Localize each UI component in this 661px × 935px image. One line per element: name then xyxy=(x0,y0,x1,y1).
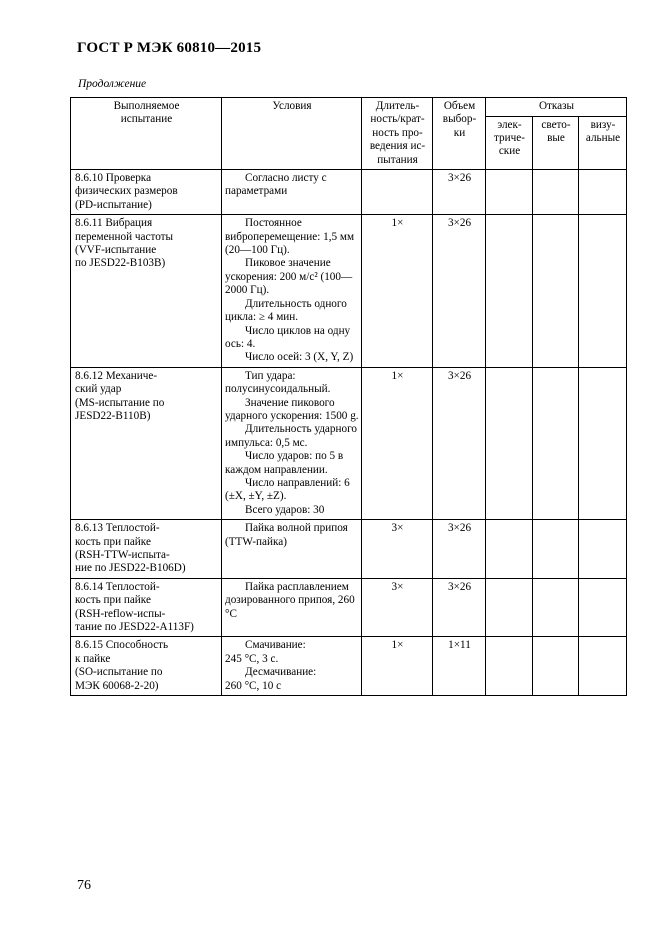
condition-line: Смачивание: xyxy=(245,639,306,652)
condition-line: Пайка волной припоя (TTW-пайка) xyxy=(225,522,348,548)
duration-cell: 3× xyxy=(362,578,433,637)
condition-line: Число направлений: 6 (±X, ±Y, ±Z). xyxy=(225,476,350,503)
table-row xyxy=(71,367,627,519)
header-duration: Длитель- ность/крат- ность про- ведения ис- пытания xyxy=(362,98,433,170)
electrical-failures-cell xyxy=(486,367,533,519)
header-sample: Объем выбор- ки xyxy=(433,98,486,170)
electrical-failures-cell xyxy=(486,215,533,367)
test-cell: 8.6.13 Теплостой- кость при пайке (RSH-TTW-испыта- ние по JESD22-B106D) xyxy=(71,520,222,579)
light-failures-cell xyxy=(533,170,579,215)
header-test: Выполняемое испытание xyxy=(71,98,222,170)
conditions-cell xyxy=(222,215,362,367)
sample-cell: 3×26 xyxy=(433,367,486,519)
condition-line: Всего ударов: 30 xyxy=(245,503,325,516)
conditions-cell xyxy=(222,170,362,215)
duration-cell: 3× xyxy=(362,520,433,579)
header-visual: визу- альные xyxy=(579,116,627,169)
light-failures-cell xyxy=(533,520,579,579)
table-row xyxy=(71,520,627,579)
test-table xyxy=(70,97,627,696)
page-number: 76 xyxy=(77,878,91,893)
visual-failures-cell xyxy=(579,170,627,215)
conditions-cell xyxy=(222,520,362,579)
condition-line: Длительность одного цикла: ≥ 4 мин. xyxy=(225,297,347,324)
electrical-failures-cell xyxy=(486,637,533,696)
test-cell: 8.6.14 Теплостой- кость при пайке (RSH-reflow-испы- тание по JESD22-A113F) xyxy=(71,578,222,637)
electrical-failures-cell xyxy=(486,170,533,215)
duration-cell xyxy=(362,170,433,215)
sample-cell: 3×26 xyxy=(433,520,486,579)
header-light: свето- вые xyxy=(533,116,579,169)
visual-failures-cell xyxy=(579,578,627,637)
sample-cell: 1×11 xyxy=(433,637,486,696)
continued-label: Продолжение xyxy=(78,78,147,90)
conditions-cell xyxy=(222,637,362,696)
sample-cell: 3×26 xyxy=(433,578,486,637)
table-row xyxy=(71,578,627,637)
duration-cell: 1× xyxy=(362,215,433,367)
light-failures-cell xyxy=(533,637,579,696)
electrical-failures-cell xyxy=(486,578,533,637)
visual-failures-cell xyxy=(579,367,627,519)
condition-line: 260 °С, 10 с xyxy=(225,679,282,692)
condition-line: Пиковое значение ускорения: 200 м/с² (100—2000 Гц). xyxy=(225,257,353,297)
sample-cell: 3×26 xyxy=(433,170,486,215)
condition-line: Пайка расплавлением дозированного припоя, 260 °С xyxy=(225,580,355,620)
document-title: ГОСТ Р МЭК 60810—2015 xyxy=(77,40,262,56)
table-row xyxy=(71,170,627,215)
electrical-failures-cell xyxy=(486,520,533,579)
condition-line: Десмачивание: xyxy=(245,666,317,679)
table-row xyxy=(71,215,627,367)
duration-cell: 1× xyxy=(362,367,433,519)
light-failures-cell xyxy=(533,578,579,637)
table-row xyxy=(71,637,627,696)
condition-line: Значение пикового ударного ускорения: 1500 g. xyxy=(225,396,359,422)
condition-line: Согласно листу с параметрами xyxy=(225,172,327,198)
sample-cell: 3×26 xyxy=(433,215,486,367)
conditions-cell xyxy=(222,367,362,519)
condition-line: Длительность ударного импульса: 0,5 мс. xyxy=(225,423,357,449)
header-failures: Отказы xyxy=(486,98,627,117)
condition-line: 245 °С, 3 с. xyxy=(225,652,279,665)
condition-line: Постоянное виброперемещение: 1,5 мм (20—100 Гц). xyxy=(225,217,355,257)
header-conditions: Условия xyxy=(222,98,362,170)
test-cell: 8.6.10 Проверка физических размеров (PD-испытание) xyxy=(71,170,222,215)
test-cell: 8.6.11 Вибрация переменной частоты (VVF-испытание по JESD22-B103B) xyxy=(71,215,222,367)
light-failures-cell xyxy=(533,215,579,367)
conditions-cell xyxy=(222,578,362,637)
header-electrical: элек- триче- ские xyxy=(486,116,533,169)
light-failures-cell xyxy=(533,367,579,519)
condition-line: Число осей: 3 (X, Y, Z) xyxy=(245,351,354,364)
visual-failures-cell xyxy=(579,215,627,367)
test-cell: 8.6.12 Механиче- ский удар (MS-испытание по JESD22-B110B) xyxy=(71,367,222,519)
visual-failures-cell xyxy=(579,637,627,696)
condition-line: Тип удара: полусинусоидальный. xyxy=(225,369,331,396)
test-cell: 8.6.15 Способность к пайке (SO-испытание по МЭК 60068-2-20) xyxy=(71,637,222,696)
condition-line: Число ударов: по 5 в каждом направлении. xyxy=(225,450,344,476)
condition-line: Число циклов на одну ось: 4. xyxy=(225,324,351,350)
duration-cell: 1× xyxy=(362,637,433,696)
visual-failures-cell xyxy=(579,520,627,579)
